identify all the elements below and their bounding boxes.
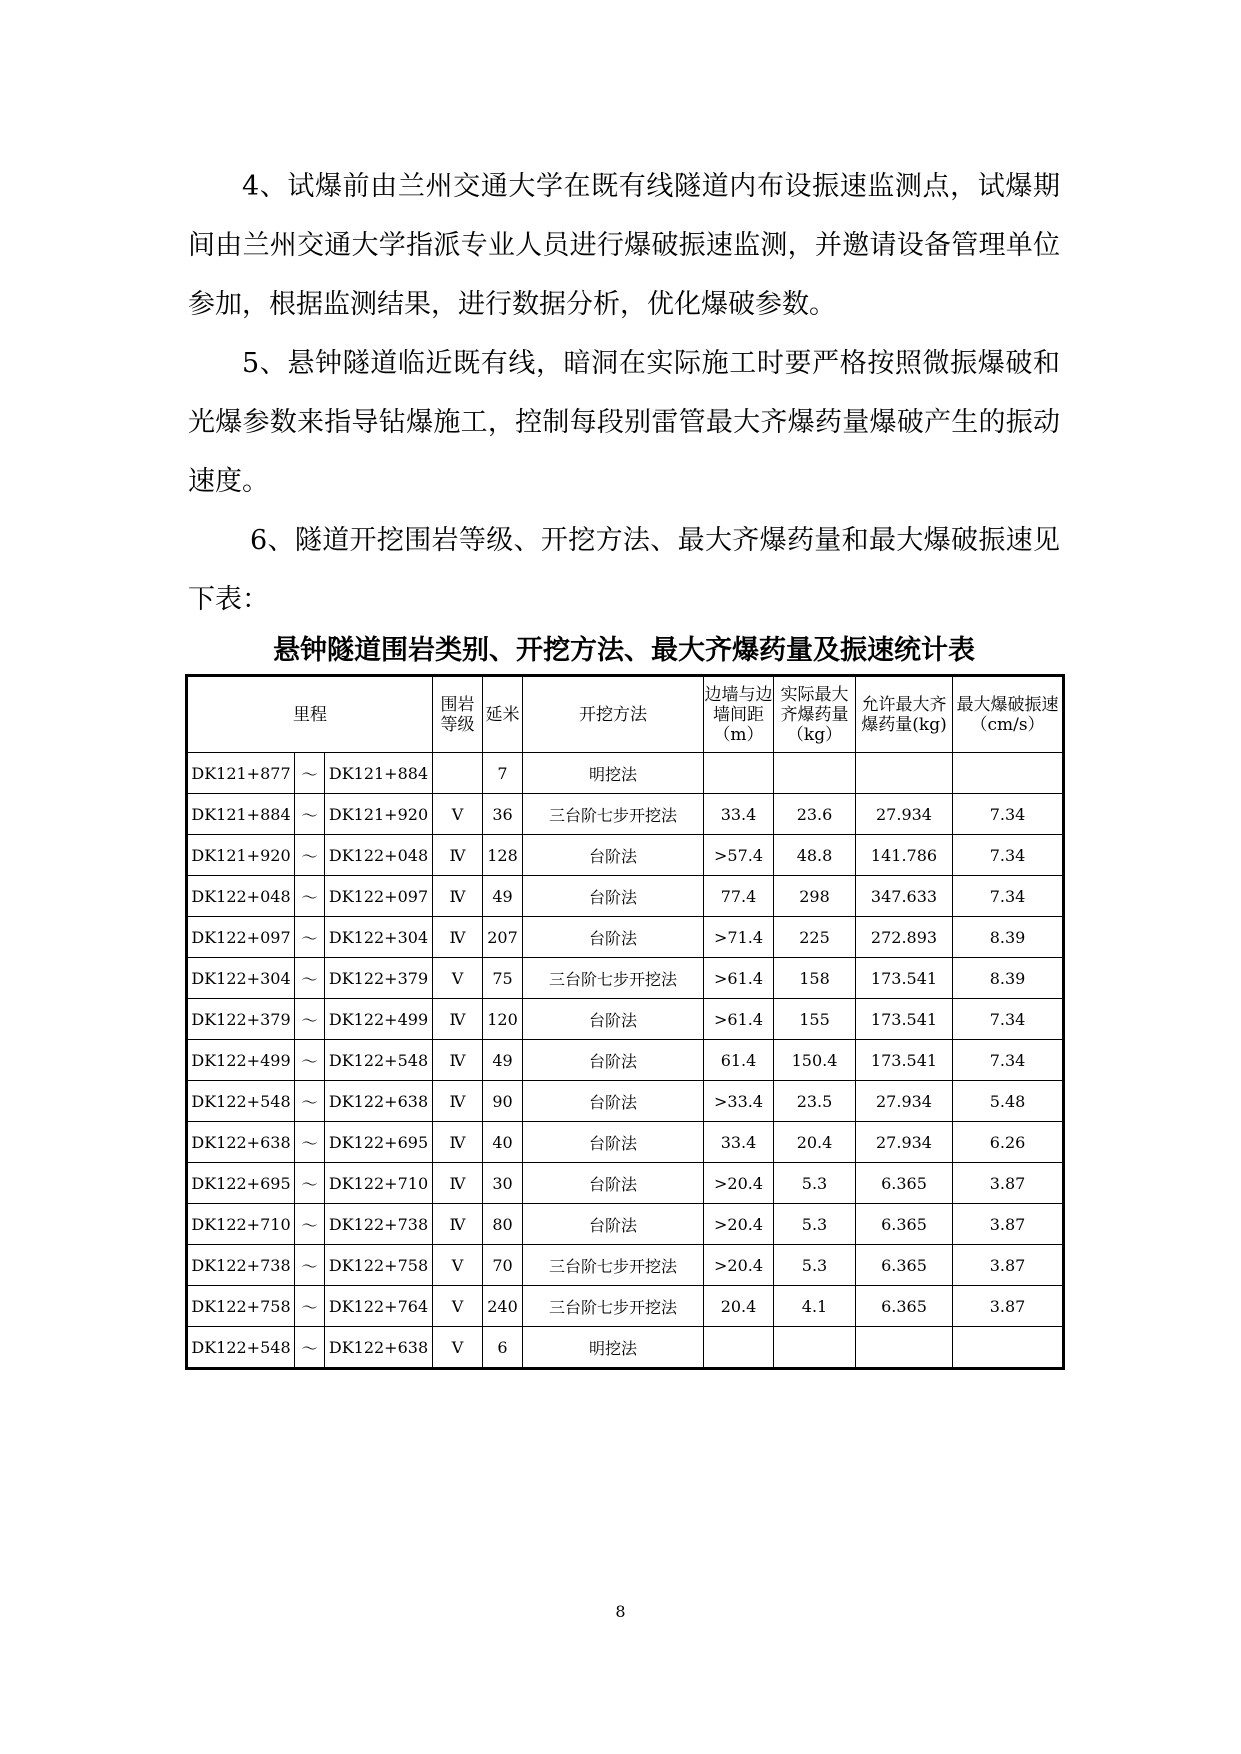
cell-mileage-to: DK122+304 [325, 917, 433, 958]
cell-actual-charge: 20.4 [774, 1122, 856, 1163]
table-row [187, 1081, 1064, 1122]
cell-method: 台阶法 [523, 1081, 704, 1122]
table-row [187, 958, 1064, 999]
cell-distance: >20.4 [704, 1163, 774, 1204]
cell-max-velocity: 8.39 [953, 917, 1064, 958]
cell-method: 台阶法 [523, 835, 704, 876]
cell-allowed-charge: 347.633 [856, 876, 953, 917]
cell-method: 三台阶七步开挖法 [523, 794, 704, 835]
paragraph-text: 、悬钟隧道临近既有线，暗洞在实际施工时要严格按照微振爆破和光爆参数来指导钻爆施工，控制每段别雷管最大齐爆药量爆破产生的振动速度。 [188, 348, 1060, 497]
cell-mileage-from: DK122+738 [187, 1245, 295, 1286]
cell-allowed-charge [856, 1327, 953, 1369]
table-row [187, 1245, 1064, 1286]
cell-method: 明挖法 [523, 753, 704, 794]
table-row [187, 753, 1064, 794]
cell-actual-charge: 48.8 [774, 835, 856, 876]
cell-mileage-to: DK121+884 [325, 753, 433, 794]
cell-length: 70 [483, 1245, 523, 1286]
cell-allowed-charge: 173.541 [856, 1040, 953, 1081]
cell-distance: 20.4 [704, 1286, 774, 1327]
cell-mileage-to: DK122+695 [325, 1122, 433, 1163]
cell-mileage-from: DK122+548 [187, 1327, 295, 1369]
table-row [187, 876, 1064, 917]
cell-mileage-to: DK122+548 [325, 1040, 433, 1081]
table-row [187, 1122, 1064, 1163]
header-grade: 围岩等级 [433, 676, 483, 753]
cell-actual-charge: 23.5 [774, 1081, 856, 1122]
cell-separator: ～ [295, 835, 325, 876]
cell-mileage-from: DK121+920 [187, 835, 295, 876]
cell-allowed-charge: 173.541 [856, 958, 953, 999]
cell-max-velocity: 7.34 [953, 835, 1064, 876]
cell-separator: ～ [295, 794, 325, 835]
cell-length: 240 [483, 1286, 523, 1327]
cell-grade: Ⅳ [433, 1204, 483, 1245]
paragraph-text: 、试爆前由兰州交通大学在既有线隧道内布设振速监测点，试爆期间由兰州交通大学指派专业人员进行爆破振速监测，并邀请设备管理单位参加，根据监测结果，进行数据分析，优化爆破参数。 [188, 171, 1060, 320]
cell-actual-charge [774, 753, 856, 794]
cell-actual-charge [774, 1327, 856, 1369]
paragraph-6 [188, 511, 1060, 629]
cell-actual-charge: 5.3 [774, 1204, 856, 1245]
cell-mileage-from: DK122+499 [187, 1040, 295, 1081]
cell-method: 三台阶七步开挖法 [523, 1286, 704, 1327]
cell-allowed-charge: 173.541 [856, 999, 953, 1040]
cell-distance: >20.4 [704, 1204, 774, 1245]
cell-allowed-charge: 6.365 [856, 1163, 953, 1204]
cell-separator: ～ [295, 999, 325, 1040]
cell-mileage-from: DK122+638 [187, 1122, 295, 1163]
cell-separator: ～ [295, 1081, 325, 1122]
table-row [187, 1327, 1064, 1369]
cell-length: 80 [483, 1204, 523, 1245]
cell-actual-charge: 298 [774, 876, 856, 917]
cell-mileage-from: DK121+884 [187, 794, 295, 835]
page-number: 8 [615, 1602, 626, 1621]
header-length: 延米 [483, 676, 523, 753]
cell-length: 49 [483, 1040, 523, 1081]
cell-max-velocity: 7.34 [953, 1040, 1064, 1081]
cell-length: 207 [483, 917, 523, 958]
table-row [187, 1163, 1064, 1204]
cell-length: 6 [483, 1327, 523, 1369]
cell-method: 台阶法 [523, 876, 704, 917]
cell-max-velocity: 3.87 [953, 1204, 1064, 1245]
cell-method: 三台阶七步开挖法 [523, 958, 704, 999]
cell-grade [433, 753, 483, 794]
cell-separator: ～ [295, 1327, 325, 1369]
paragraph-text: 、隧道开挖围岩等级、开挖方法、最大齐爆药量和最大爆破振速见下表： [188, 525, 1060, 615]
cell-method: 三台阶七步开挖法 [523, 1245, 704, 1286]
cell-actual-charge: 4.1 [774, 1286, 856, 1327]
cell-distance: 77.4 [704, 876, 774, 917]
cell-distance: >61.4 [704, 958, 774, 999]
table-header [187, 676, 1064, 753]
cell-distance: >71.4 [704, 917, 774, 958]
cell-separator: ～ [295, 1163, 325, 1204]
table-caption: 悬钟隧道围岩类别、开挖方法、最大齐爆药量及振速统计表 [273, 635, 975, 666]
cell-separator: ～ [295, 1286, 325, 1327]
cell-length: 7 [483, 753, 523, 794]
cell-separator: ～ [295, 876, 325, 917]
cell-mileage-to: DK122+499 [325, 999, 433, 1040]
cell-mileage-from: DK122+695 [187, 1163, 295, 1204]
statistics-table [185, 674, 1065, 1370]
cell-mileage-to: DK122+048 [325, 835, 433, 876]
cell-actual-charge: 23.6 [774, 794, 856, 835]
cell-max-velocity: 7.34 [953, 876, 1064, 917]
header-max-velocity: 最大爆破振速（cm/s） [953, 676, 1064, 753]
cell-grade: Ⅳ [433, 999, 483, 1040]
cell-max-velocity: 6.26 [953, 1122, 1064, 1163]
cell-distance: 61.4 [704, 1040, 774, 1081]
cell-mileage-from: DK122+304 [187, 958, 295, 999]
cell-mileage-to: DK122+738 [325, 1204, 433, 1245]
cell-actual-charge: 155 [774, 999, 856, 1040]
table-row [187, 794, 1064, 835]
cell-length: 30 [483, 1163, 523, 1204]
table-row [187, 999, 1064, 1040]
cell-grade: Ⅴ [433, 1245, 483, 1286]
cell-method: 台阶法 [523, 1204, 704, 1245]
cell-method: 台阶法 [523, 1163, 704, 1204]
header-mileage: 里程 [187, 676, 433, 753]
cell-separator: ～ [295, 1122, 325, 1163]
cell-separator: ～ [295, 1245, 325, 1286]
cell-grade: Ⅳ [433, 1081, 483, 1122]
cell-mileage-from: DK122+758 [187, 1286, 295, 1327]
cell-allowed-charge: 27.934 [856, 794, 953, 835]
cell-distance: >33.4 [704, 1081, 774, 1122]
table-row [187, 1286, 1064, 1327]
cell-separator: ～ [295, 958, 325, 999]
cell-allowed-charge: 6.365 [856, 1286, 953, 1327]
paragraph-number: 5 [242, 348, 260, 379]
cell-method: 明挖法 [523, 1327, 704, 1369]
cell-distance [704, 753, 774, 794]
cell-allowed-charge: 272.893 [856, 917, 953, 958]
cell-max-velocity [953, 1327, 1064, 1369]
cell-allowed-charge: 6.365 [856, 1245, 953, 1286]
cell-mileage-to: DK122+097 [325, 876, 433, 917]
cell-max-velocity: 3.87 [953, 1163, 1064, 1204]
cell-actual-charge: 158 [774, 958, 856, 999]
cell-separator: ～ [295, 1040, 325, 1081]
cell-allowed-charge: 6.365 [856, 1204, 953, 1245]
table-row [187, 835, 1064, 876]
paragraph-number: 4 [242, 171, 260, 202]
cell-mileage-from: DK122+097 [187, 917, 295, 958]
cell-grade: Ⅳ [433, 1163, 483, 1204]
cell-actual-charge: 5.3 [774, 1245, 856, 1286]
cell-actual-charge: 225 [774, 917, 856, 958]
cell-allowed-charge: 141.786 [856, 835, 953, 876]
cell-allowed-charge [856, 753, 953, 794]
cell-max-velocity: 7.34 [953, 794, 1064, 835]
cell-method: 台阶法 [523, 1122, 704, 1163]
table-row [187, 1040, 1064, 1081]
cell-grade: Ⅳ [433, 1040, 483, 1081]
cell-separator: ～ [295, 753, 325, 794]
cell-max-velocity: 3.87 [953, 1245, 1064, 1286]
cell-distance: 33.4 [704, 794, 774, 835]
cell-mileage-to: DK122+638 [325, 1327, 433, 1369]
table-row [187, 917, 1064, 958]
cell-allowed-charge: 27.934 [856, 1081, 953, 1122]
table-body [187, 753, 1064, 1369]
header-allowed-charge: 允许最大齐爆药量(kg) [856, 676, 953, 753]
cell-mileage-from: DK122+710 [187, 1204, 295, 1245]
cell-max-velocity: 3.87 [953, 1286, 1064, 1327]
cell-mileage-from: DK122+379 [187, 999, 295, 1040]
cell-distance: >57.4 [704, 835, 774, 876]
cell-length: 128 [483, 835, 523, 876]
cell-max-velocity [953, 753, 1064, 794]
cell-grade: Ⅴ [433, 1327, 483, 1369]
table-row [187, 1204, 1064, 1245]
cell-distance: 33.4 [704, 1122, 774, 1163]
cell-mileage-to: DK121+920 [325, 794, 433, 835]
paragraph-4 [188, 157, 1060, 334]
cell-separator: ～ [295, 1204, 325, 1245]
header-method: 开挖方法 [523, 676, 704, 753]
cell-length: 49 [483, 876, 523, 917]
cell-mileage-from: DK121+877 [187, 753, 295, 794]
cell-mileage-to: DK122+710 [325, 1163, 433, 1204]
cell-grade: Ⅳ [433, 876, 483, 917]
cell-grade: Ⅴ [433, 958, 483, 999]
cell-max-velocity: 5.48 [953, 1081, 1064, 1122]
cell-max-velocity: 7.34 [953, 999, 1064, 1040]
cell-method: 台阶法 [523, 917, 704, 958]
cell-method: 台阶法 [523, 1040, 704, 1081]
cell-grade: Ⅳ [433, 835, 483, 876]
cell-mileage-to: DK122+379 [325, 958, 433, 999]
cell-length: 75 [483, 958, 523, 999]
cell-distance: >61.4 [704, 999, 774, 1040]
cell-method: 台阶法 [523, 999, 704, 1040]
cell-grade: Ⅳ [433, 917, 483, 958]
cell-grade: Ⅴ [433, 794, 483, 835]
cell-allowed-charge: 27.934 [856, 1122, 953, 1163]
cell-max-velocity: 8.39 [953, 958, 1064, 999]
cell-mileage-to: DK122+638 [325, 1081, 433, 1122]
cell-length: 90 [483, 1081, 523, 1122]
cell-grade: Ⅳ [433, 1122, 483, 1163]
cell-mileage-from: DK122+048 [187, 876, 295, 917]
cell-actual-charge: 150.4 [774, 1040, 856, 1081]
cell-actual-charge: 5.3 [774, 1163, 856, 1204]
cell-length: 40 [483, 1122, 523, 1163]
cell-separator: ～ [295, 917, 325, 958]
cell-length: 36 [483, 794, 523, 835]
cell-grade: Ⅴ [433, 1286, 483, 1327]
paragraph-number: 6 [250, 525, 268, 556]
cell-mileage-to: DK122+758 [325, 1245, 433, 1286]
paragraph-5 [188, 334, 1060, 511]
cell-mileage-from: DK122+548 [187, 1081, 295, 1122]
cell-mileage-to: DK122+764 [325, 1286, 433, 1327]
cell-length: 120 [483, 999, 523, 1040]
cell-distance: >20.4 [704, 1245, 774, 1286]
header-actual-charge: 实际最大齐爆药量（kg） [774, 676, 856, 753]
header-distance: 边墙与边墙间距（m） [704, 676, 774, 753]
cell-distance [704, 1327, 774, 1369]
